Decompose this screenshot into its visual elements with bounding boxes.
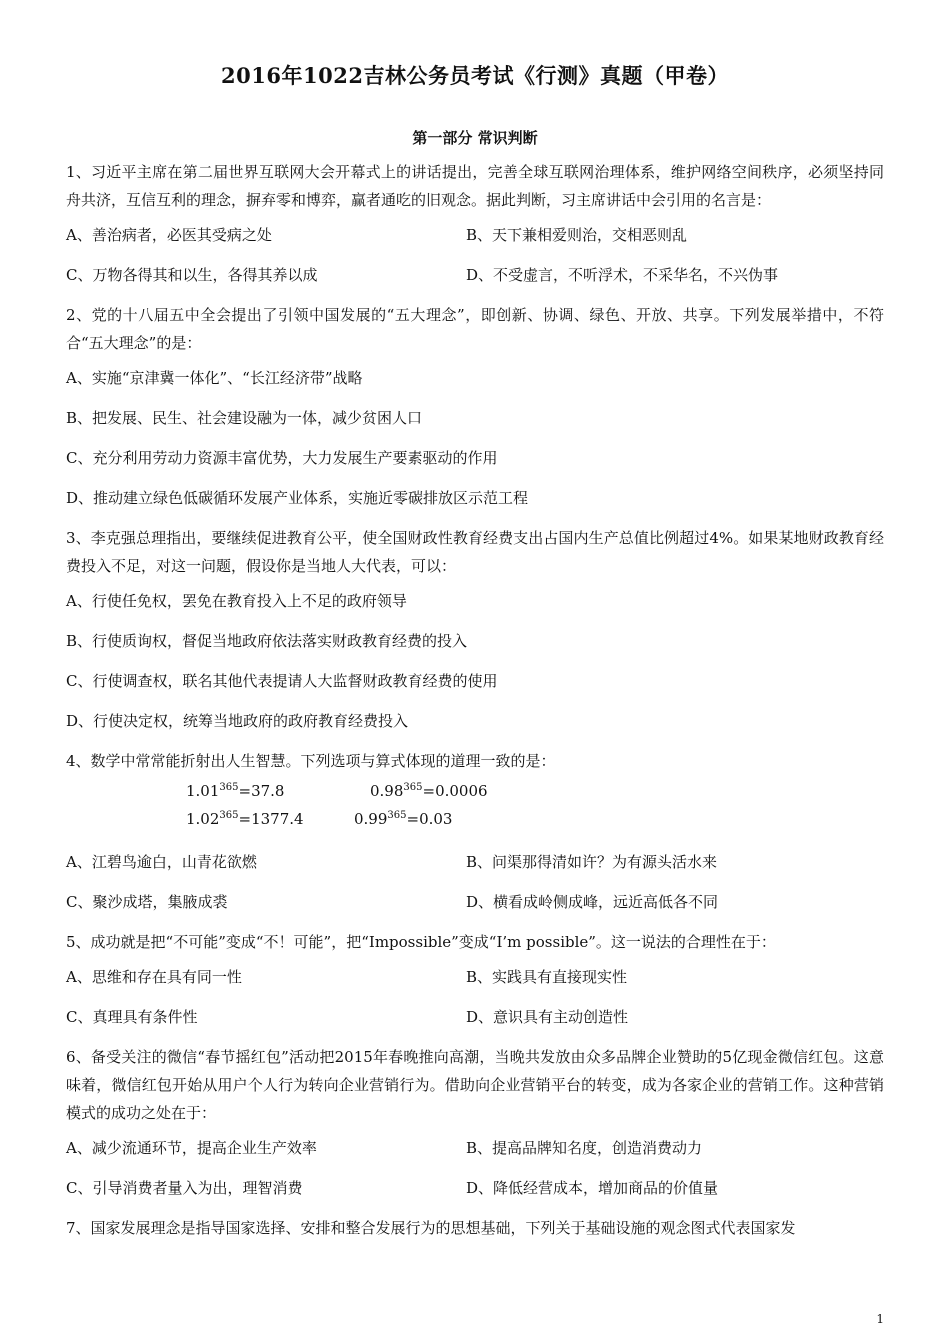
formula-exponent: 365 (387, 810, 407, 821)
formula-result: =0.03 (406, 810, 453, 828)
option-c: C、万物各得其和以生，各得其养以成 (66, 266, 318, 284)
option-b: B、把发展、民生、社会建设融为一体，减少贫困人口 (66, 409, 423, 427)
question-stem: 1、习近平主席在第二届世界互联网大会开幕式上的讲话提出，完善全球互联网治理体系，维护网络空间秩序，必须坚持同舟共济，互信互利的理念，摒弃零和博弈，赢者通吃的旧观念。据此判断，习主席讲话中会引用的名言是： (66, 163, 884, 209)
option-row (66, 1134, 884, 1162)
option-row (66, 888, 884, 916)
option-row (66, 221, 884, 249)
option-c: C、行使调查权，联名其他代表提请人大监督财政教育经费的使用 (66, 672, 498, 690)
formula-3 (186, 810, 304, 828)
option-b: B、行使质询权，督促当地政府依法落实财政教育经费的投入 (66, 632, 468, 650)
formula-block (66, 782, 884, 844)
formula-exponent: 365 (219, 810, 239, 821)
option-a: A、减少流通环节，提高企业生产效率 (66, 1139, 317, 1157)
formula-result: =1377.4 (238, 810, 304, 828)
option-row (66, 261, 884, 289)
question-stem: 7、国家发展理念是指导国家选择、安排和整合发展行为的思想基础，下列关于基础设施的观念图式代表国家发 (66, 1219, 796, 1237)
formula-2 (370, 782, 488, 800)
option-a: A、行使任免权，罢免在教育投入上不足的政府领导 (66, 592, 407, 610)
document-title: 2016年1022吉林公务员考试《行测》真题（甲卷） (221, 63, 729, 88)
option-a: A、思维和存在具有同一性 (66, 968, 242, 986)
question-stem: 6、备受关注的微信“春节摇红包”活动把2015年春晚推向高潮，当晚共发放由众多品牌企业赞助的5亿现金微信红包。这意味着，微信红包开始从用户个人行为转向企业营销行为。借助向企业营销平台的转变，成为各家企业的营销工作。这种营销模式的成功之处在于： (66, 1048, 884, 1122)
option-d: D、推动建立绿色低碳循环发展产业体系，实施近零碳排放区示范工程 (66, 489, 529, 507)
option-c: C、真理具有条件性 (66, 1008, 198, 1026)
option-a: A、善治病者，必医其受病之处 (66, 226, 272, 244)
option-b: B、实践具有直接现实性 (466, 968, 628, 986)
formula-base: 1.02 (186, 810, 220, 828)
option-a: A、实施“京津冀一体化”、“长江经济带”战略 (66, 369, 363, 387)
formula-base: 1.01 (186, 782, 220, 800)
formula-base: 0.98 (370, 782, 404, 800)
option-c: C、充分利用劳动力资源丰富优势，大力发展生产要素驱动的作用 (66, 449, 498, 467)
option-a: A、江碧鸟逾白，山青花欲燃 (66, 853, 257, 871)
option-d: D、不受虚言，不听浮术，不采华名，不兴伪事 (466, 266, 779, 284)
section-heading: 第一部分 常识判断 (412, 129, 538, 147)
option-row (66, 1003, 884, 1031)
formula-exponent: 365 (219, 782, 239, 793)
question-stem: 4、数学中常常能折射出人生智慧。下列选项与算式体现的道理一致的是： (66, 752, 556, 770)
formula-exponent: 365 (403, 782, 423, 793)
option-b: B、问渠那得清如许？为有源头活水来 (466, 853, 718, 871)
question-stem: 2、党的十八届五中全会提出了引领中国发展的“五大理念”，即创新、协调、绿色、开放、共享。下列发展举措中，不符合“五大理念”的是： (66, 306, 884, 352)
option-d: D、意识具有主动创造性 (466, 1008, 629, 1026)
question-stem: 3、李克强总理指出，要继续促进教育公平，使全国财政性教育经费支出占国内生产总值比例超过4%。如果某地财政教育经费投入不足，对这一问题，假设你是当地人大代表，可以： (66, 529, 884, 575)
option-b: B、天下兼相爱则治，交相恶则乱 (466, 226, 688, 244)
option-d: D、行使决定权，统筹当地政府的政府教育经费投入 (66, 712, 409, 730)
formula-1 (186, 782, 284, 800)
option-b: B、提高品牌知名度，创造消费动力 (466, 1139, 703, 1157)
option-d: D、降低经营成本，增加商品的价值量 (466, 1179, 719, 1197)
formula-result: =37.8 (238, 782, 285, 800)
formula-result: =0.0006 (422, 782, 488, 800)
page-number: 1 (876, 1312, 884, 1326)
formula-base: 0.99 (354, 810, 388, 828)
question-list (66, 158, 884, 1249)
formula-4 (354, 810, 452, 828)
option-c: C、引导消费者量入为出，理智消费 (66, 1179, 303, 1197)
question-stem: 5、成功就是把“不可能”变成“不！可能”，把“Impossible”变成“I’m possible”。这一说法的合理性在于： (66, 933, 776, 951)
option-row (66, 1174, 884, 1202)
option-c: C、聚沙成塔，集腋成裘 (66, 893, 228, 911)
option-row (66, 963, 884, 991)
option-d: D、横看成岭侧成峰，远近高低各不同 (466, 893, 719, 911)
option-row (66, 848, 884, 876)
